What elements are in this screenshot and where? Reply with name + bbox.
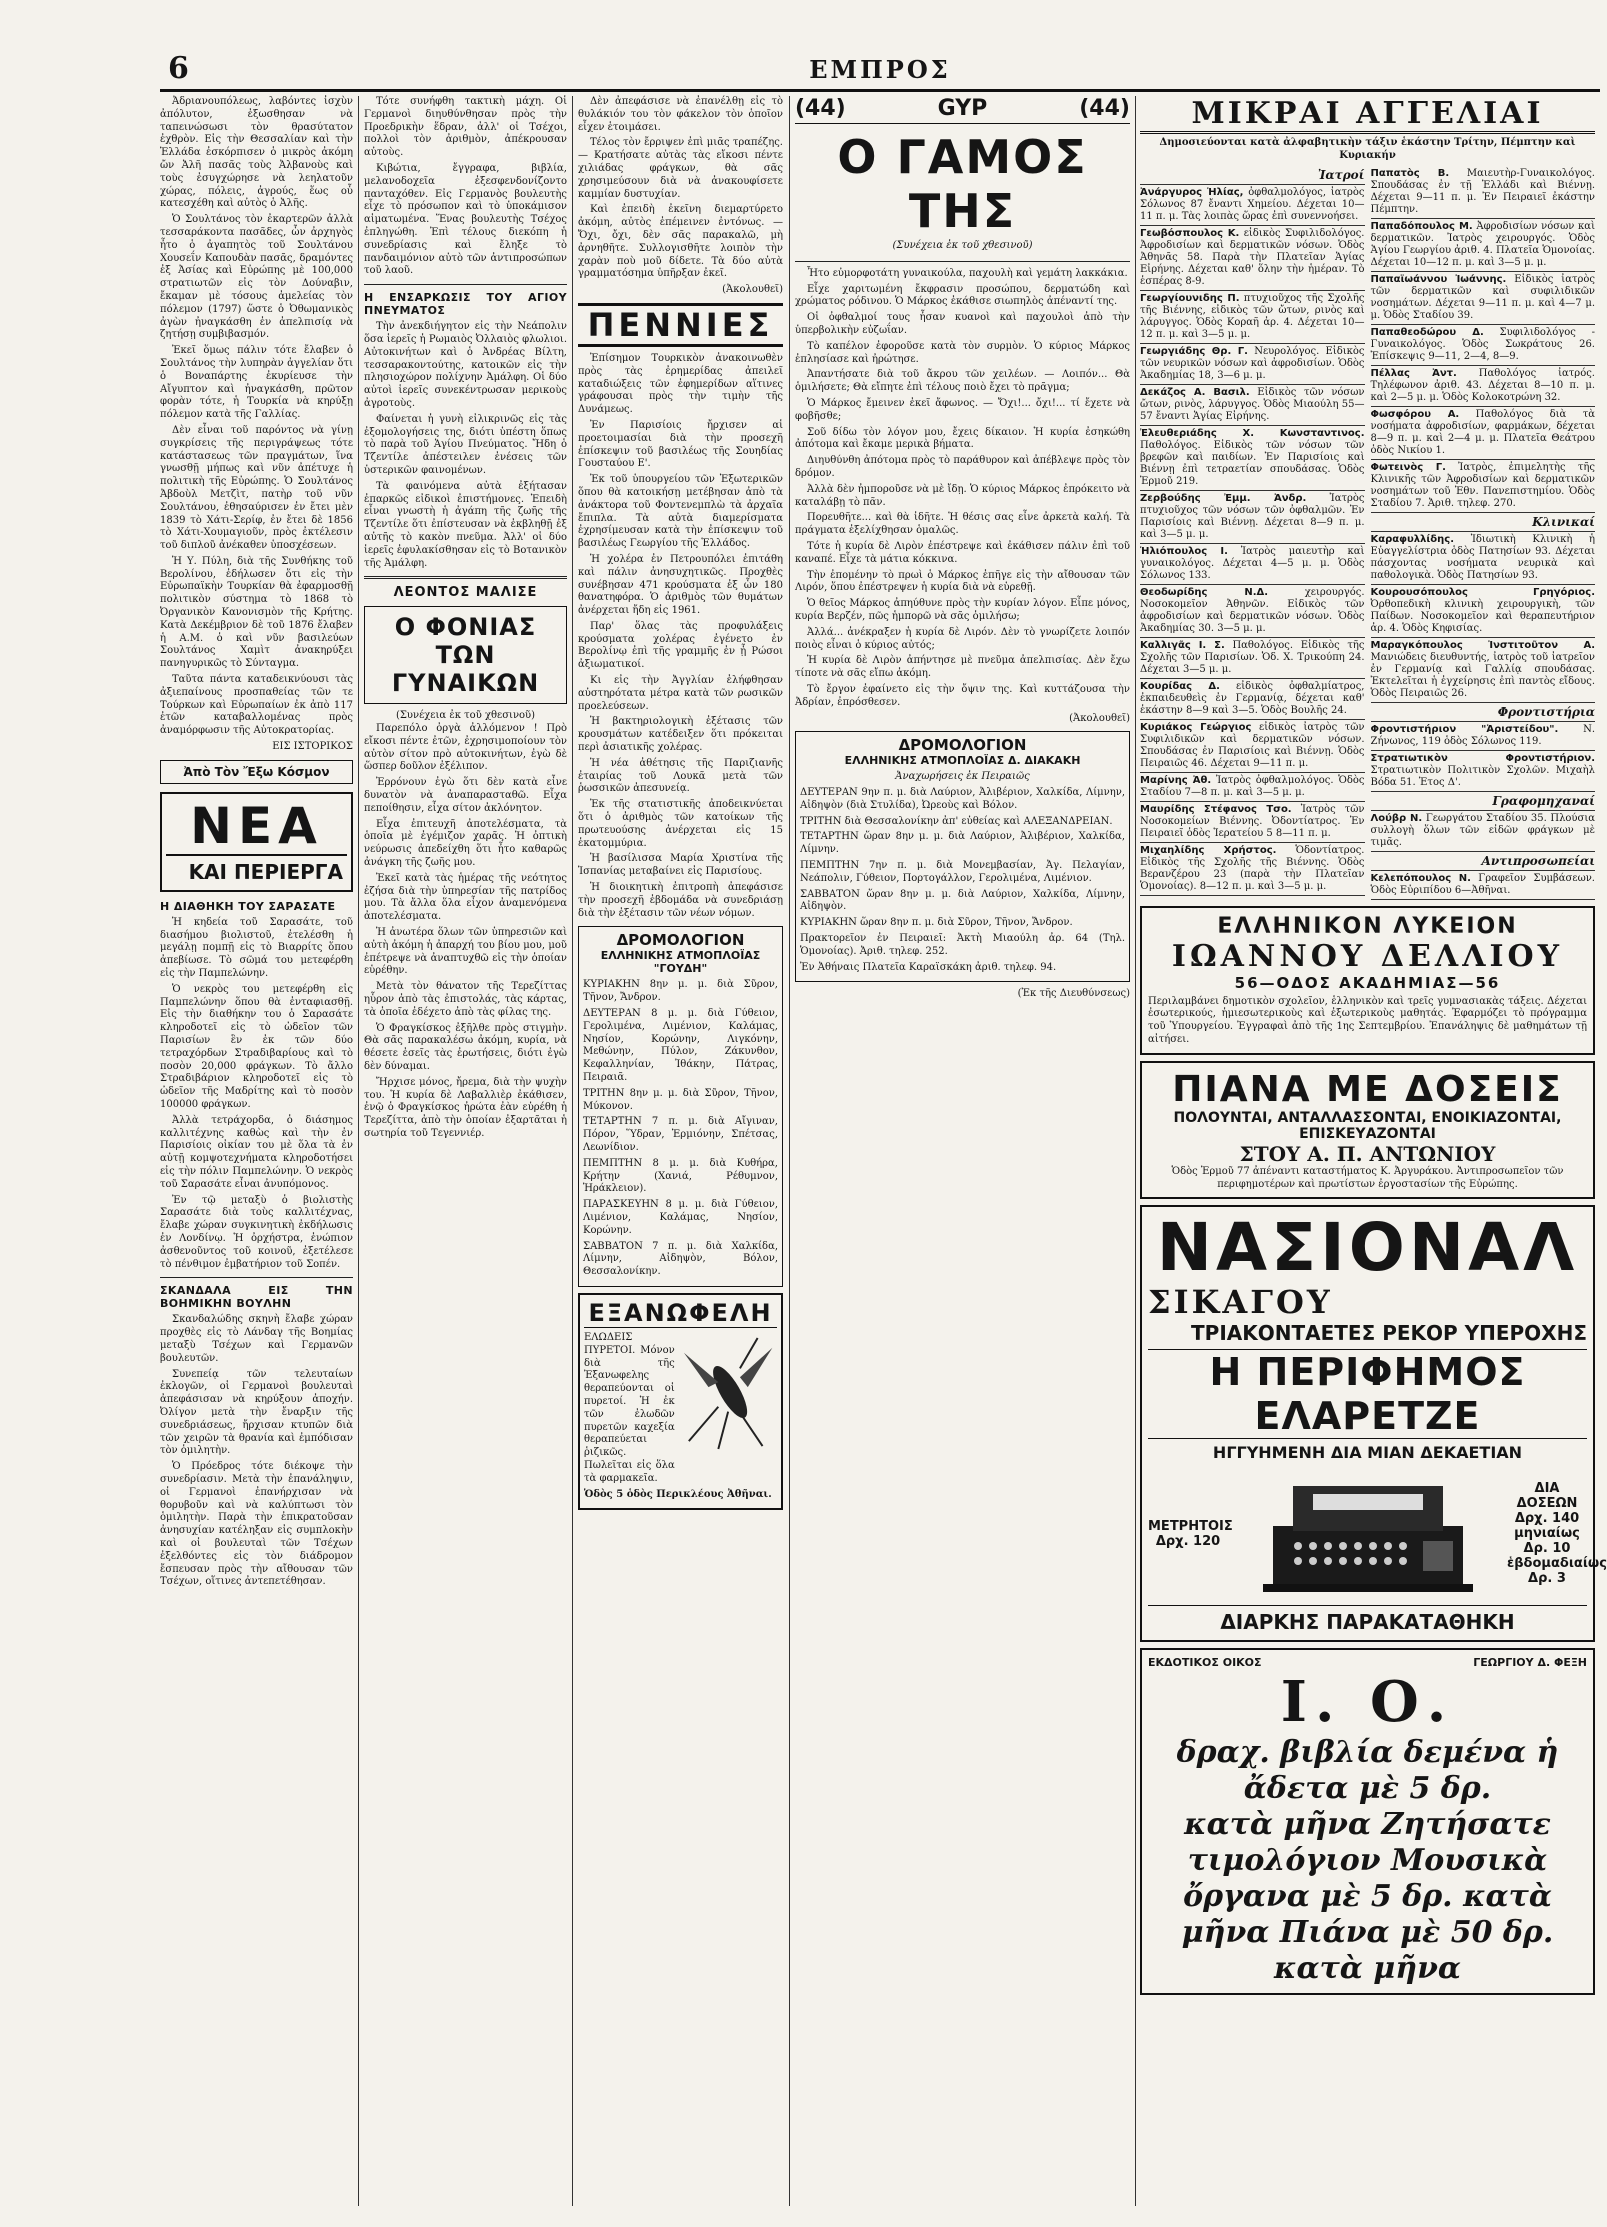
paragraph: Ἡ ἀνωτέρα ὅλων τῶν ὑπηρεσιῶν καὶ αὐτὴ ἀκόμη ἡ ἀπαρχή του βίου μου, μοῦ ἐπέτρεψε νὰ ἀναπτυχθῶ εἰς τὴν ὁποίαν εὑρέθην. (364, 927, 567, 977)
ad-text: Ἰατρὸς μαιευτὴρ καὶ γυναικολόγος. Δέχεται 4—5 μ. μ. Ὁδὸς Σόλωνος 133. (1140, 545, 1365, 581)
publisher-offer-books: δραχ. βιβλία δεμένα ἡ ἄδετα μὲ 5 δρ. (1176, 1735, 1559, 1807)
publisher-label: ΕΚΔΟΤΙΚΟΣ ΟΙΚΟΣ (1148, 1656, 1262, 1670)
ads-section-heading: Αντιπροσωπείαι (1371, 852, 1596, 871)
paragraph: Φαίνεται ἡ γυνὴ εἰλικρινῶς εἰς τὰς ἐξομολογήσεις της, διότι ὑπέστη ὅπως τὸ παρὰ τοῦ Ἁγίου Πνεύματος. Ἤδη ὁ Τζεντίλε ἀπέστειλεν ἐνέσεις τῶν ὑστερικῶν φαινομένων. (364, 413, 567, 476)
paragraph: Παρ' ὅλας τὰς προφυλάξεις κρούσματα χολέρας ἐγένετο ἐν Βερολίνῳ ἐπὶ τῆς γραμμῆς ἐν ᾗ Ρώσοι ἀξιωματικοί. (578, 620, 783, 671)
paragraph: Ἐκ τοῦ ὑπουργείου τῶν Ἐξωτερικῶν ὅπου θὰ κατοικήσῃ μετέβησαν ἀπὸ τὰ ἀνάκτορα τοῦ Φοντενεμπλὼ τὰ ἀρχαῖα ἔπιπλα. Τὰ αὐτὰ διαμερίσματα ἐχρησίμευσαν κατὰ τὴν ἐπίσκεψιν τοῦ βασιλέως Γεωργίου τῆς Ἑλλάδος. (578, 474, 783, 550)
paragraph: Δὲν εἶναι τοῦ παρόντος νὰ γίνῃ συγκρίσεις τῆς περιγράψεως τότε κατάστασεως τῶν πραγμάτων, ἵνα γνωσθῇ μήπως καὶ νῦν ἀπέτυχε ἡ πολιτικὴ τῆς Εὐρώπης. Ὁ Σουλτάνος Ἀβδοὺλ Μετζὶτ, πατὴρ τοῦ νῦν Σουλτάνου, ἐθησαύρισεν ἐν ἔτει μὲν 1839 τὸ Χάτι-Σερίφ, ἐν ἔτει δὲ 1856 τὸ Χάτι-Χουμαγιοῦν, πρὸς ἐκτέλεσιν τοῦ διπλοῦ ἀνέκαθεν ὑποσχέσεων. (160, 424, 353, 552)
ad-text: Συφιλιδολόγος - Γυναικολόγος. Ὁδὸς Σωκράτους 26. Ἐπίσκεψις 9—11, 2—4, 8—9. (1370, 326, 1595, 362)
ad-name: Γεωβόσπουλος Κ. (1140, 227, 1240, 239)
paragraph: Κιβώτια, ἔγγραφα, βιβλία, μελανοδοχεῖα ἐξεσφενδονίζοντο πανταχόθεν. Εἰς Γερμανὸς βουλευτὴς εἶχε τὸ πρόσωπον καὶ τὸ ὑποκάμισον αἱματωμένα. Ἕνας βουλευτὴς Τσέχος ἐπληγώθη. Ἐπὶ τέλους διεκόπη ἡ συνεδρίασις καὶ ἔληξε τὸ πανδαιμόνιον αὐτὸ τῶν ἀντιπροσώπων τοῦ λαοῦ. (364, 162, 567, 277)
paragraph: Ἡ κηδεία τοῦ Σαρασάτε, τοῦ διασήμου βιολιστοῦ, ἐτελέσθη ἡ μεγάλῃ πομπῇ εἰς τὸ Βιαρρίτς ὅπου ἀπεβίωσε. Τὸ σῶμά του μετεφέρθη εἰς τὴν Παμπελώνην. (160, 916, 353, 980)
school-advert (1140, 906, 1595, 1055)
paragraph: Ἀλλὰ δὲν ἠμποροῦσε νὰ μὲ ἴδῃ. Ὁ κύριος Μάρκος ἐπρόκειτο νὰ καταλάβῃ τὸ πᾶν. (795, 483, 1130, 508)
ad-text: Ὀρθοπεδικὴ κλινικὴ χειρουργικὴ, τῶν Παίδων. Νοσοκομεῖον καὶ θεραπευτήριον ἀρ. 4. Ὁδὸς Κηφισίας. (1370, 598, 1595, 634)
schedule-line: ΠΕΜΠΤΗΝ 8 μ. μ. διὰ Κυθήρα, Κρήτην (Χανιά, Ρέθυμνον, Ἡράκλειον). (583, 1157, 778, 1195)
paragraph: Ἐκ τῆς στατιστικῆς ἀποδεικνύεται ὅτι ὁ ἀριθμὸς τῶν κατοίκων τῆς πρωτευούσης ἀνέρχεται εἰς 15 ἑκατομμύρια. (578, 799, 783, 849)
paragraph: Τὰ φαινόμενα αὐτὰ ἐξήτασαν ἐπαρκῶς εἰδικοὶ ἐπιστήμονες. Ἐπειδὴ εἶναι γνωστὴ ἡ ἀγάπη τῆς ζωῆς τῆς Τζεντίλε ὅτι ἐπίστευσαν νὰ ἐκβληθῇ ἐξ αὐτῆς τὸ κακὸν πνεῦμα. Ἀλλ' οἱ δύο ἱερεῖς ἐφυλακίσθησαν εἰς τὸ Βοτανικὸν τῆς Ἀμάλφη. (364, 480, 567, 569)
advert-address: Ὁδὸς 5 ὁδὸς Περικλέους Ἀθῆναι. (584, 1488, 772, 1500)
publisher-name: ΓΕΩΡΓΙΟΥ Δ. ΦΕΞΗ (1473, 1656, 1587, 1670)
cash-register-illustration-icon (1253, 1466, 1483, 1601)
cash-register-advert (1140, 1205, 1607, 1642)
classified-ad (1371, 871, 1596, 900)
ad-text: Μαιευτὴρ-Γυναικολόγος. Σπουδάσας ἐν τῇ Ἑλλάδι καὶ Βιέννῃ. Δέχεται 9—11 π. μ. Ἐν Πειραιεῖ ἐκάστην Πέμπτην. (1370, 167, 1595, 215)
serial-number-right: (44) (1079, 96, 1130, 121)
classified-ad (1140, 802, 1365, 843)
ads-right-column (1371, 166, 1596, 900)
ad-text: Εἰδικὸς ἰατρὸς τῶν δερματικῶν καὶ συφιλιδικῶν νοσημάτων. Δέχεται 9—11 π. μ. καὶ 4—7 μ. μ. Ὁδὸς Σταδίου 39. (1370, 273, 1595, 321)
classified-ad (1371, 219, 1596, 272)
paragraph: Δὲν ἀπεφάσισε νὰ ἐπανέλθῃ εἰς τὸ θυλάκιόν του τὸν φάκελον τὸν ὁποῖον εἶχεν ἑτοιμάσει. (578, 96, 783, 133)
ad-name: Μιχαηλίδης Χρήστος. (1140, 844, 1277, 856)
paragraph: Ὁ Μάρκος ἔμεινεν ἐκεῖ ἄφωνος. — Ὄχι!... ὄχι!... τί ἔχετε νὰ φοβῆσθε; (795, 397, 1130, 422)
ad-name: Μαρίνης Ἀθ. (1140, 774, 1212, 786)
ad-name: Δεκάζος Α. Βασιλ. (1140, 386, 1250, 398)
classified-ad (1371, 460, 1596, 513)
piano-services: ΠΟΛΟΥΝΤΑΙ, ΑΝΤΑΛΛΑΣΣΟΝΤΑΙ, ΕΝΟΙΚΙΑΖΟΝΤΑΙ, ΕΠΙΣΚΕΥΑΖΟΝΤΑΙ (1173, 1109, 1562, 1142)
paragraph: Εἶχα ἐπιτευχῆ ἀποτελέσματα, τὰ ὁποῖα μὲ ἐγέμιζον χαρᾶς. Ἡ ὀπτικὴ νεύρωσις ἀπεδείχθη ὅτι ἦτο καθαρῶς ἀνάγκη τῆς ζωῆς μου. (364, 818, 567, 869)
paragraph: Ἡ διοικητικὴ ἐπιτροπὴ ἀπεφάσισε τὴν προσεχῆ ἐβδομάδα νὰ συνεδριάσῃ διὰ τὴν ἐξέτασιν τῶν νέων νόμων. (578, 882, 783, 919)
schedule-line: Πρακτορεῖον ἐν Πειραιεῖ: Ἀκτὴ Μιαούλη ἀρ. 64 (Τηλ. Ὁμονοίας). Ἀριθ. τηλεφ. 252. (800, 933, 1125, 957)
classified-ad (1371, 585, 1596, 638)
paragraph: Παρεπόλο ὀργὰ ἀλλόμενον ! Πρὸ εἴκοσι πέντε ἐτῶν, ἐχρησιμοποίουν τὸν αὐτὸν σίτον πρὸ αὐτοκινήτων, ἐγὼ δὲ ὥσπερ δοῦλον ἐξέλιπον. (364, 723, 567, 773)
publisher-initials: Ι. Ο. (1280, 1669, 1455, 1736)
schedule-line: ΤΡΙΤΗΝ 8ην μ. μ. διὰ Σῦρον, Τῆνον, Μύκονον. (583, 1087, 778, 1112)
guarantee-text: ΗΓΓΥΗΜΕΝΗ ΔΙΑ ΜΙΑΝ ΔΕΚΑΕΤΙΑΝ (1212, 1443, 1523, 1463)
ads-section-heading: Φροντιστήρια (1371, 703, 1596, 722)
paragraph: Ἡ Υ. Πύλη, διὰ τῆς Συνθήκης τοῦ Βερολίνου, ἐδήλωσεν ὅτι εἰς τὴν Εὐρωπαϊκὴν Τουρκίαν θὰ ἐφαρμοσθῇ πολιτικὸν σύστημα τὸ 1868 τὸ Ὀργανικὸν Κανονισμὸν τῆς Κρήτης. Κατὰ Δεκέμβριον δὲ τοῦ 1876 ἔλαβεν ἡ Α.Μ. ὁ καὶ νῦν βασιλεύων Σουλτάνος Χαμὶτ ἀνακηρύξει πανηγυρικῶς τὸ Σύνταγμα. (160, 555, 353, 670)
ad-text: Ἰδιωτικὴ Κλινικὴ ἡ Εὐαγγελίστρια ὁδὸς Πατησίων 93. Δέχεται πάσχοντας νοσήματα νευρικὰ καὶ παθολογικὰ. Ὁδὸς Πατησίων 93. (1370, 533, 1595, 581)
ad-text: εἰδικὸς ἰατρὸς τῶν Συφιλιδικῶν καὶ δερματικῶν νόσων. Σπουδάσας ἐν Παρισίοις καὶ Βιέννῃ. Ὁδὸς Πειραιῶς 46. Δέχεται 9—11 π. μ. (1140, 721, 1365, 769)
classifieds-column (1140, 96, 1607, 2206)
schedule-title: ΔΡΟΜΟΛΟΓΙΟΝ (616, 931, 745, 950)
ad-name: Θεοδωρίδης Ν.Δ. (1140, 586, 1269, 598)
paragraph: Ἦτο εὐμορφοτάτη γυναικούλα, παχουλὴ καὶ γεμάτη λακκάκια. (807, 267, 1128, 279)
ad-text: εἰδικὸς Συφιλιδολόγος. Ἀφροδισίων καὶ δερματικῶν νόσων. Ὁδὸς Ἀθηνᾶς 58. Παρὰ τὴν Πλατεῖαν Ἁγίας Εἰρήνης. Δέχεται καθ' ὅλην τὴν ἡμέραν. Τὸ ἑσπέρας 8-9. (1140, 227, 1365, 287)
publisher-offer-music: κατὰ μῆνα Ζητήσατε τιμολόγιον Μουσικὰ (1184, 1807, 1551, 1879)
serial-author: GYP (937, 96, 988, 121)
paragraph: Τὸ ἔργον ἐφαίνετο εἰς τὴν ὄψιν της. Καὶ κυττάζουσα τὴν Ἀδρίαν, ἐπρόσθεσεν. (795, 683, 1130, 708)
ad-text: Ἰατρὸς, ἐπιμελητὴς τῆς Κλινικῆς τῶν Ἀφροδισίων καὶ δερματικῶν νοσημάτων τοῦ Ἐθν. Πανεπιστημίου. Ὁδὸς Σταδίου 7. Ἀριθ. τηλεφ. 270. (1370, 461, 1595, 509)
cash-price: ΜΕΤΡΗΤΟΙΣ Δρχ. 120 (1148, 1518, 1233, 1549)
ad-text: Ἰατρὸς πτυχιοῦχος τῶν νόσων τῶν ὀφθαλμῶν. Ἐν Παρισίοις καὶ Βιέννῃ. Δέχεται 8—9 π. μ. καὶ 3—5 μ. μ. (1140, 492, 1365, 540)
paragraph: Ἐκεῖ ὅμως πάλιν τότε ἔλαβεν ὁ Σουλτάνος τὴν λυπηρὰν ἀγγελίαν ὅτι ὁ Βοναπάρτης ἐκυρίευσε τὴν Αἴγυπτον καὶ ἠναγκάσθη, πρῶτον φορὰν τότε, ἡ Τουρκία νὰ κηρύξῃ πόλεμον κατὰ τῆς Γαλλίας. (160, 345, 353, 421)
ad-name: Παπαϊωάννου Ἰωάννης. (1370, 273, 1507, 285)
paragraph: Τὸ καπέλον ἐφοροῦσε κατὰ τὸν συρμὸν. Ὁ κύριος Μάρκος ἐπλησίασε καὶ ἠρώτησε. (795, 340, 1130, 365)
schedule-line: ΣΑΒΒΑΤΟΝ 7 π. μ. διὰ Χαλκίδα, Λίμνην, Αἰδηψὸν, Βόλον, Θεσσαλονίκην. (583, 1240, 778, 1278)
divider (160, 1277, 353, 1278)
serial-continuation: (Συνέχεια ἐκ τοῦ χθεσινοῦ) (892, 240, 1033, 251)
article-signature: ΕΙΣ ΙΣΤΟΡΙΚΟΣ (272, 741, 353, 753)
ad-text: χειρουργός. Νοσοκομεῖον Ἀθηνῶν. Εἰδικὸς τῶν ἀφροδισίων καὶ δερματικῶν νόσων. Ὁδὸς Ἀκαδημίας 30. 3—5 μ. μ. (1140, 586, 1365, 634)
serial-header (795, 96, 1130, 124)
serial-author: ΛΕΟΝΤΟΣ ΜΑΛΙΣΕ (393, 585, 538, 601)
piano-advert (1140, 1061, 1595, 1200)
advert-text: ΕΛΩΔΕΙΣ ΠΥΡΕΤΟΙ. Μόνον διὰ τῆς Ἐξανωφελης θεραπεύονται οἱ πυρετοί. Ἡ ἐκ τῶν ἐλωδῶν πυρετῶν καχεξία θεραπεύεται ῥιζικῶς. Πωλεῖται εἰς ὅλα τὰ φαρμακεῖα. (584, 1331, 675, 1484)
ad-name: Φροντιστήριον "Ἀριστείδου". (1370, 723, 1559, 735)
classified-ad (1371, 638, 1596, 703)
ads-section-heading: Κλινικαί (1371, 513, 1596, 532)
paragraph: Ὁ Πρόεδρος τότε διέκοψε τὴν συνεδρίασιν. Μετὰ τὴν ἐπανάληψιν, οἱ Γερμανοὶ ἐπανήρχισαν νὰ θορυβοῦν καὶ νὰ καλύπτωσι τὸν ὁμιλητὴν. Παρὰ τὴν ἐπικρατοῦσαν ἀνησυχίαν κατέληξαν εἰς συμπλοκὴν καὶ οἱ βουλευταὶ τῶν Τσέχων ἐξελθόντες εἰς τὸν διάδρομον ἔσπευσαν πρὸς τὴν αἴθουσαν τῶν Τσέχων, οἵτινες ἀντεπετέθησαν. (160, 1461, 353, 1588)
ad-text: Παθολόγος διὰ τὰ νοσήματα ἀφροδισίων, φαρμάκων, δέχεται 8—9 π. μ. καὶ 2—4 μ. μ. Πλατεῖα Θεάτρου ὁδὸς Νικίου 1. (1370, 408, 1595, 456)
classified-ad (1371, 325, 1596, 366)
serial-title: Ο ΓΑΜΟΣ ΤΗΣ (837, 130, 1088, 238)
classified-ad (1140, 544, 1365, 585)
classified-ad (1140, 291, 1365, 344)
ad-name: Φωσφόρου Α. (1370, 408, 1460, 420)
paragraph: Διηυθύνθη ἀπότομα πρὸς τὸ παράθυρον καὶ ἀπέβλεψε πρὸς τὸν δρόμον. (795, 455, 1130, 479)
ad-name: Κουρίδας Δ. (1140, 680, 1220, 692)
ads-section-doctors: Ἰατροί (1140, 166, 1365, 185)
ad-name: Ἠλιόπουλος Ι. (1140, 545, 1228, 557)
divider (795, 261, 1130, 262)
schedule-company: ΕΛΛΗΝΙΚΗΣ ΑΤΜΟΠΛΟΪΑΣ "ΓΟΥΔΗ" (600, 949, 761, 976)
ad-text: Εἰδικὸς τῶν νόσων ὤτων, ρινὸς, λάρυγγος. Ὁδὸς Μιαούλη 55—57 ἔναντι Ἁγίας Εἰρήνης. (1140, 386, 1365, 422)
paragraph: Τὴν ἐπομένην τὸ πρωὶ ὁ Μάρκος ἐπῆγε εἰς τὴν αἴθουσαν τῶν Λιρόν, ὅπου ἐπέστρεψεν ἡ κυρία διὰ νὰ εὑρεθῇ. (795, 569, 1130, 594)
schedule-line: Ἀναχωρήσεις ἐκ Πειραιῶς (895, 771, 1030, 783)
classified-ad (1140, 773, 1365, 802)
paragraph: Ἀλλὰ τετράχορδα, ὁ διάσημος καλλιτέχνης καθὼς καὶ τὴν ἐν Παρισίοις οἰκίαν του μὲ ὅλα τὰ ἐν αὐτῇ κομψοτεχνήματα κληροδοτήσει εἰς τὴν πόλιν Παμπελώνην. Ὁ νεκρὸς τοῦ Σαρασάτε εἶναι ἀνυπόμονος. (160, 1114, 353, 1190)
ad-name: Παπαθεοδώρου Δ. (1370, 326, 1484, 338)
paragraph: Ἀπαντήσατε διὰ τοῦ ἄκρου τῶν χειλέων. — Λοιπόν... Θὰ ὁμιλήσετε; Θὰ εἴπητε ἐπὶ τέλους ποιὸ ἔχει τὸ πρᾶγμα; (795, 369, 1130, 394)
schedule-line: ΤΡΙΤΗΝ διὰ Θεσσαλονίκην ἀπ' εὐθείας καὶ ΑΛΕΞΑΝΔΡΕΙΑΝ. (800, 815, 1113, 827)
ad-name: Καλλιγᾶς Ι. Σ. (1140, 639, 1225, 651)
ad-text: Ἰατρὸς ὀφθαλμολόγος. Ὁδὸς Σταδίου 7—8 π. μ. καὶ 3—5 μ. μ. (1140, 774, 1365, 798)
schedule-title: ΔΡΟΜΟΛΟΓΙΟΝ (898, 736, 1027, 755)
paragraph: Ἡ νέα ἀθέτησις τῆς Παριζιανῆς ἐταιρίας τοῦ Λουκᾶ μετὰ τῶν ῥωσσικῶν ἀπεσυνείᾳ. (578, 757, 783, 795)
ad-name: Μαραγκόπουλος Ἰνστιτοῦτον Α. (1370, 639, 1595, 651)
piano-headline: ΠΙΑΝΑ ΜΕ ΔΟΣΕΙΣ (1172, 1068, 1563, 1110)
ad-name: Παπαδόπουλος Μ. (1370, 220, 1473, 232)
paragraph: Ὁ Φραγκίσκος ἐξῆλθε πρὸς στιγμὴν. Θὰ σᾶς παρακαλέσω ἀκόμη, κυρία, νὰ θέσετε ἐσεῖς τὰς ἐρωτήσεις, διότι ἐγὼ δὲν δύναμαι. (364, 1022, 567, 1073)
paragraph: Ἐπίσημον Τουρκικὸν ἀνακοινωθὲν πρὸς τὰς ἐρημερίδας ἀπειλεῖ καταδιώξεις τῶν ἐφημερίδων αἵτινες γράφουσαι πρὸς τὴν τιμὴν τῆς Δυνάμεως. (578, 352, 783, 416)
serial-number-left: (44) (795, 96, 846, 121)
ad-text: Παθολόγος. Εἰδικὸς τῶν νόσων τῶν βρεφῶν καὶ παιδίων. Ἐν Παρισίοις καὶ Βιέννῃ ἐπὶ τετραετίαν σπουδάσας. Ὁδὸς Ἑρμοῦ 219. (1140, 439, 1365, 487)
schedule-line: ΠΕΜΠΤΗΝ 7ην π. μ. διὰ Μονεμβασίαν, Ἀγ. Πελαγίαν, Νεάπολιν, Γύθειον, Πορτογάλλον, Γερολιμένα, Λιμένιον. (800, 860, 1125, 884)
column-rule (572, 96, 573, 2206)
section-heading: ΠΕΝΝΙΕΣ (578, 303, 783, 347)
paragraph: Τότε ἡ κυρία δὲ Λιρὸν ἐπέστρεψε καὶ ἐκάθισεν πάλιν ἐπὶ τοῦ καναπέ. Εἶχε τὰ μάτια κόκκινα. (795, 540, 1130, 565)
column-3 (578, 96, 783, 2206)
school-type: ΕΛΛΗΝΙΚΟΝ ΛΥΚΕΙΟΝ (1217, 913, 1518, 939)
paragraph: Ἤρχισε μόνος, ἤρεμα, διὰ τὴν ψυχὴν του. Ἡ κυρία δὲ Λαβαλλιὲρ ἐκάθισεν, ἐνῷ ὁ Φραγκίσκος ἠρώτα ἐὰν εὑρέθη ἡ Τερεζίττα, ἀπὸ τὴν ὁποίαν ἐξαρτᾶται ἡ σωτηρία τοῦ Τεγεννιέρ. (364, 1076, 567, 1139)
ad-text: Ἰατρὸς τῶν Νοσοκομείων Βιέννης. Ὀδοντίατρος. Ἐν Πειραιεῖ ὁδὸς Ἱερατείου 5 8—11 π. μ. (1140, 803, 1365, 839)
paragraph: Ἡ κυρία δὲ Λιρὸν ἀπήντησε μὲ πνεῦμα ἀπελπισίας. Δὲν ἔχω τίποτε νὰ σᾶς εἴπω ἀκόμη. (795, 655, 1130, 680)
ads-section-heading: Γραφομηχαναί (1371, 792, 1596, 811)
news-subheading: ΚΑΙ ΠΕΡΙΕΡΓΑ (188, 859, 343, 884)
medicine-advert (578, 1293, 783, 1510)
to-be-continued: (Ἀκολουθεῖ) (722, 284, 783, 296)
ad-name: Μαυρίδης Στέφανος Τσο. (1140, 803, 1292, 815)
classified-ads (1140, 166, 1595, 900)
paragraph: Ἀδριανουπόλεως, λαβόντες ἰσχὺν ἀπόλυτον, ἐξωσθησαν νὰ ταπεινώσωσι τὸν θρασύτατον ἐχθρὸν. Εἰς τὴν Θεσσαλίαν καὶ τὴν Ἑλλάδα ἐσκόρπισεν ὁ μικρὸς ἀκόμη ὤν Ἀλῆ πασᾶς τοὺς Ἀλβανοὺς καὶ τοὺς ἐσυγχώρησε νὰ λεηλατοῦν χώρας, πόλεις, ἀγρούς, ἕως οὗ κατεσχέθη καὶ αὐτὸς ὁ Ἀλῆς. (160, 96, 353, 210)
schedule-line: ΠΑΡΑΣΚΕΥΗΝ 8 μ. μ. διὰ Γύθειον, Λιμένιον, Καλάμας, Νησίον, Κορώνην. (583, 1199, 778, 1236)
paragraph: Ἡ χολέρα ἐν Πετρουπόλει ἐπιτάθη καὶ πάλιν ἀνησυχητικῶς. Προχθὲς συνέβησαν 471 κρούσματα ἐξ ὧν 180 θανατηφόρα. Ὁ ἀριθμὸς τῶν θυμάτων ἀνέρχεται ἤδη εἰς 1961. (578, 553, 783, 617)
publisher-advert (1140, 1648, 1595, 1995)
advert-title: ΕΞΑΝΩΦΕΛΗ (584, 1299, 777, 1328)
publisher-offer-pianos: ὄργανα μὲ 5 δρ. κατὰ μῆνα Πιάνα μὲ 50 δρ. κατὰ μῆνα (1181, 1879, 1554, 1987)
paragraph: Συνεπείᾳ τῶν τελευταίων ἐκλογῶν, οἱ Γερμανοὶ βουλευταὶ ἀπεφάσισαν νὰ κηρύξουν ἀποχήν. Ὀλίγον μετὰ τὴν ἔναρξιν τῆς συνεδριάσεως, ἤρχισαν κτυπῶν διὰ τῶν χειρῶν τὰ θρανία καὶ ἐμπόδισαν τὸν ὁμιλητὴν. (160, 1368, 353, 1457)
ad-name: Παπατὸς Β. (1370, 167, 1450, 179)
ad-text: Ν. Ζήνωνος, 119 ὁδὸς Σόλωνος 119. (1370, 723, 1595, 747)
paragraph: Κι εἰς τὴν Ἀγγλίαν ἐλήφθησαν αὐστηρότατα μέτρα κατὰ τῶν ρωσικῶν προελεύσεων. (578, 675, 783, 712)
paragraph: Τότε συνήφθη τακτικὴ μάχη. Οἱ Γερμανοὶ διηυθύνθησαν πρὸς τὴν Προεδρικὴν ἕδραν, ἀλλ' οἱ Τσέχοι, πολλοὶ τὸν ἀριθμὸν, ἀπέκρουσαν αὐτοὺς. (364, 96, 567, 159)
paragraph: Οἱ ὀφθαλμοί τους ἦσαν κυανοὶ καὶ παχουλοὶ ἀπὸ τὴν ὑπερβολικὴν εὐζωΐαν. (795, 312, 1130, 336)
ad-name: Κουρουσόπουλος Γρηγόριος. (1370, 586, 1595, 598)
classifieds-subtitle: Δημοσιεύονται κατὰ ἀλφαβητικὴν τάξιν ἑκάστην Τρίτην, Πέμπτην καὶ Κυριακήν (1159, 137, 1576, 161)
column-4 (795, 96, 1130, 2206)
paragraph: Ἡ βακτηριολογικὴ ἐξέτασις τῶν κρουσμάτων κατέδειξεν ὅτι πρόκειται περὶ ἀσιατικῆς χολέρας. (578, 716, 783, 754)
classified-ad (1371, 722, 1596, 751)
ad-name: Ἀνάργυρος Ἠλίας, (1140, 186, 1244, 198)
classified-ad (1140, 585, 1365, 638)
paragraph: Τέλος τὸν ἔρριψεν ἐπὶ μιᾶς τραπέζης. — Κρατήσατε αὐτὰς τὰς εἴκοσι πέντε χιλιάδας φράγκων, θὰ σᾶς χρησιμεύσουν διὰ νὰ ἀνακουφίσετε καμμίαν δυστυχίαν. (578, 137, 783, 200)
schedule-line: ΔΕΥΤΕΡΑΝ 9ην π. μ. διὰ Λαύριον, Ἀλιβέριον, Χαλκίδα, Λίμνην, Αἰδηψὸν (διὰ Στυλίδα), Ὠρεοὺς καὶ Βόλον. (800, 787, 1125, 811)
ad-name: Πέλλας Ἀντ. (1370, 367, 1457, 379)
schedule-line: ΤΕΤΑΡΤΗΝ 7 π. μ. διὰ Αἴγιναν, Πόρον, Ὕδραν, Ἑρμιόνην, Σπέτσας, Λεωνίδιον. (583, 1116, 778, 1153)
school-name: ΙΩΑΝΝΟΥ ΔΕΛΛΙΟΥ (1171, 938, 1564, 974)
ad-name: Φωτεινὸς Γ. (1370, 461, 1446, 473)
schedule-line: ΔΕΥΤΕΡΑΝ 8 μ. μ. διὰ Γύθειον, Γερολιμένα, Λιμένιον, Καλάμας, Νησίον, Κορώνην, Λιγκόνην, Μεθώνην, Πύλον, Ζάκυνθον, Κεφαλληνίαν, Ἰθάκην, Πάτρας, Πειραιᾶ. (583, 1008, 778, 1083)
ad-name: Γεωργιάδης Θρ. Γ. (1140, 345, 1248, 357)
brand-name: ΝΑΣΙΟΝΑΛ (1156, 1209, 1579, 1287)
shipping-schedule (578, 926, 783, 1287)
newspaper-title: ΕΜΠΡΟΣ (809, 55, 951, 84)
management-signature: (Ἐκ τῆς Διευθύνσεως) (1017, 988, 1130, 1000)
classified-ad (1140, 843, 1365, 896)
ad-name: Ἐλευθεριάδης Χ. Κωνσταντινος. (1140, 427, 1365, 439)
paragraph: Τὴν ἀνεκδιήγητον εἰς τὴν Νεάπολιν ὅσα ἱερεῖς ἡ Ρωμαιὸς Ὀλλαιὸς φλωλιοι. Αὐτοκινήτων καὶ ὁ Ἀνδρέας Βίλτη, τεσσαρακοντούτης, κατοικῶν εἰς τὴν πλησιοχώρον πολίχνην Ἀμάλφη. Οἱ δύο αὐτοὶ ἱερεῖς συνεκέντρωσαν μερικοὺς ἀγροτοὺς. (364, 321, 567, 409)
ad-name: Γεωργίουνιδης Π. (1140, 292, 1240, 304)
ad-text: Παθολόγος. Εἰδικὸς τῆς Σχολῆς τῶν Παρισίων. Ὁδ. Χ. Τρικούπη 24. Δέχεται 3—5 μ. μ. (1140, 639, 1365, 675)
paragraph: Ὁ θεῖος Μάρκος ἀπηύθυνε πρὸς τὴν κυρίαν λόγον. Εἶπε μόνος, κυρία Βερζέν, πῶς ἡμπορῶ νὰ σᾶς ὁμιλήσω; (795, 598, 1130, 622)
classified-ad (1140, 491, 1365, 544)
product-name: Η ΠΕΡΙΦΗΜΟΣ ΕΛΑΡΕΤΖΕ (1148, 1349, 1587, 1439)
classified-ad (1371, 272, 1596, 325)
paragraph: Πορευθῆτε... καὶ θὰ ἰδῆτε. Ἡ θέσις σας εἶνε ἀρκετὰ καλή. Τὰ πράγματα ἐξελίχθησαν ὁμαλῶς. (795, 512, 1130, 537)
article-headline: Η ΕΝΣΑΡΚΩΣΙΣ ΤΟΥ ΑΓΙΟΥ ΠΝΕΥΜΑΤΟΣ (364, 291, 567, 318)
classified-ad (1140, 185, 1365, 226)
classified-ad (1371, 811, 1596, 852)
stock-notice: ΔΙΑΡΚΗΣ ΠΑΡΑΚΑΤΑΘΗΚΗ (1148, 1605, 1587, 1634)
classified-ad (1140, 385, 1365, 426)
to-be-continued: (Ἀκολουθεῖ) (1069, 712, 1130, 724)
column-rule (358, 96, 359, 2206)
schedule-line: ΚΥΡΙΑΚΗΝ 8ην μ. μ. διὰ Σῦρον, Τῆνον, Ἄνδρον. (583, 979, 778, 1004)
paragraph: Καὶ ἐπειδὴ ἐκεῖνη διεμαρτύρετο ἀκόμη, αὐτὸς ἐπέμεινεν ἐντόνως. — Ὄχι, ὄχι, δὲν σᾶς παρακαλῶ, μὴ ἀρνηθῆτε. Συλλογισθῆτε λοιπὸν τὴν χαρὰν ποὺ μοῦ δίδετε. Τὰ δύο αὐτὰ γραμματόσημα ὑπῆρξαν ἐκεῖ. (578, 204, 783, 280)
classified-ad (1140, 638, 1365, 679)
serial-title-box (364, 606, 567, 704)
paragraph: Ὁ νεκρὸς του μετεφέρθη εἰς Παμπελώνην ὅπου θὰ ἐνταφιασθῇ. Εἰς τὴν διαθήκην του ὁ Σαρασάτε κληροδοτεῖ εἰς τὸ ὠδεῖον τῶν Παρισίων ἓν ἐκ τῶν δύο τετραχόρδων Στραδιβαρίους καὶ τὸ ποσὸν 20,000 φράγκων. Τὸ ἄλλο Στραδιβάριον κληροδοτεῖ εἰς τὸ ὠδεῖον τῆς Μαδρίτης καὶ τὸ ποσὸν 100000 φράγκων. (160, 983, 353, 1110)
schedule-line: ΣΑΒΒΑΤΟΝ ὥραν 8ην μ. μ. διὰ Λαύριον, Χαλκίδα, Λίμνην, Αἰδηψὸν. (800, 888, 1125, 913)
advert-tagline: ΤΡΙΑΚΟΝΤΑΕΤΕΣ ΡΕΚΟΡ ΥΠΕΡΟΧΗΣ (1191, 1321, 1587, 1346)
ad-name: Κελεπόπουλος Ν. (1370, 872, 1471, 884)
column-rule (1135, 96, 1136, 2206)
paragraph: Ἡ βασίλισσα Μαρία Χριστίνα τῆς Ἱσπανίας μεταβαίνει εἰς Παρισίους. (578, 853, 783, 878)
classifieds-title: ΜΙΚΡΑΙ ΑΓΓΕΛΙΑΙ (1140, 96, 1595, 134)
paragraph: Σοῦ δίδω τὸν λόγον μου, ἔχεις δίκαιον. Ἡ κυρία ἐσηκώθη ἀπότομα καὶ ἔκαμε μερικὰ βήματα. (795, 426, 1130, 451)
ad-name: Λούβρ Ν. (1370, 812, 1423, 824)
schedule-line: Ἐν Ἀθήναις Πλατεῖα Καραϊσκάκη ἀριθ. τηλεφ. 94. (800, 961, 1057, 973)
paragraph: Ἐν τῷ μεταξὺ ὁ βιολιστὴς Σαρασάτε διὰ τοὺς καλλιτέχνας, ἔλαβε χώραν συγκινητικὴ ἐκδήλωσις ἐν Λονδίνῳ. Ἡ ὀρχήστρα, ἐνώπιον ἀσθενοῦντος τοῦ κοινοῦ, ἐξετέλεσε τὸ πένθιμον ἐμβατήριον τοῦ Σοπέν. (160, 1194, 353, 1270)
ad-text: Γραφεῖον Συμβάσεων. Ὁδὸς Εὐριπίδου 6—Ἀθῆναι. (1370, 872, 1595, 896)
paragraph: Σκανδαλώδης σκηνὴ ἔλαβε χώραν προχθὲς εἰς τὸ Λάνδαγ τῆς Βοημίας μεταξὺ Τσέχων καὶ Γερμανῶν βουλευτῶν. (160, 1314, 353, 1364)
ad-text: Ἀφροδισίων νόσων καὶ δερματικῶν. Ἰατρὸς χειρουργός. Ὁδὸς Ἁγίου Γεωργίου ἀριθ. 4. Πλατεῖα Ὁμονοίας. Δέχεται 10—12 π. μ. καὶ 3—5 μ. μ. (1370, 220, 1595, 268)
mosquito-illustration-icon (679, 1332, 777, 1489)
divider (364, 284, 567, 285)
paragraph: Ἐκεῖ κατὰ τὰς ἡμέρας τῆς νεότητος ἐζήσα διὰ τὴν ὑπηρεσίαν τῆς πατρίδος μου. Τὰ ἄλλα ὅλα εἶχον ἀναμενόμενα ἀποτελέσματα. (364, 872, 567, 923)
ad-name: Ζερβούδης Ἐμμ. Ἀνδρ. (1140, 492, 1307, 504)
section-label: Ἀπὸ Τὸν Ἔξω Κόσμον (160, 760, 353, 784)
ad-text: Μανιώδεις διευθυντής, ἰατρὸς τοῦ ἰατρεῖον ἐν Γερμανίᾳ καὶ Γαλλίᾳ σπουδάσας. Ἐκτελεῖται ἡ ἐγχείρησις ἐπὶ παντὸς εἴδους. Ὁδὸς Πειραιῶς 26. (1370, 651, 1595, 699)
column-rule (789, 96, 790, 2206)
classified-ad (1371, 532, 1596, 585)
news-heading-box (160, 792, 353, 892)
ad-text: Γεωργάτου Σταδίου 35. Πλούσια συλλογὴ ὅλων τῶν εἰδῶν φράγκων μὲ τιμᾶς. (1370, 812, 1596, 848)
classified-ad (1371, 366, 1596, 407)
classified-ad (1371, 751, 1596, 792)
paragraph: Ἐρρόνουν ἐγὼ ὅτι δὲν κατὰ εἶνε δυνατὸν νὰ ἀναπαρασταθῶ. Εἶχα πεποίθησιν, εἶχα σίτον ἀκλόνητον. (364, 777, 567, 814)
classified-ad (1140, 426, 1365, 491)
serial-continuation: (Συνέχεια ἐκ τοῦ χθεσινοῦ) (395, 710, 536, 722)
schedule-line: ΚΥΡΙΑΚΗΝ ὥραν 8ην π. μ. διὰ Σῦρον, Τῆνον, Ἄνδρον. (800, 917, 1073, 929)
ads-left-column (1140, 166, 1365, 900)
paragraph: Ταῦτα πάντα καταδεικνύουσι τὰς ἀξιεπαίνους προσπαθείας τῶν τε Τούρκων καὶ Εὐρωπαίων ἐκ ἀπὸ 117 ἐτῶν καταβαλλομένας πρὸς ἀναμόρφωσιν τῆς Αὐτοκρατορίας. (160, 674, 353, 737)
piano-address: Ὁδὸς Ἑρμοῦ 77 ἀπέναντι καταστήματος Κ. Ἀργυράκου. Ἀντιπροσωπεῖον τῶν περιφημοτέρων καὶ πρωτίστων ἐργοστασίων τῆς Εὐρώπης. (1171, 1165, 1564, 1190)
ad-text: Παθολόγος ἰατρός. Τηλέφωνον ἀριθ. 43. Δέχεται 8—10 π. μ. καὶ 2—5 μ. μ. Ὁδὸς Κολοκοτρώνη 32. (1370, 367, 1595, 403)
paragraph: Ἐν Παρισίοις ἤρχισεν αἱ προετοιμασίαι διὰ τὴν προσεχῆ ἐπίσκεψιν τοῦ βασιλέως τῆς Σουηδίας Γουσταύου Ε'. (578, 419, 783, 470)
column-2 (364, 96, 567, 2206)
page-number: 6 (168, 51, 189, 86)
installment-price: ΔΙΑ ΔΟΣΕΩΝ Δρχ. 140 μηνιαίως Δρ. 10 ἑβδομαδιαίως Δρ. 3 (1507, 1481, 1607, 1587)
classified-ad (1140, 679, 1365, 720)
ad-text: πτυχιοῦχος τῆς Σχολῆς τῆς Βιέννης, εἰδικὸς τῶν ὤτων, ρινὸς καὶ λάρυγγος. Ὁδὸς Κοραῆ ἀρ. 4. Δέχεται 10—12 π. μ. καὶ 3—5 μ. μ. (1140, 292, 1365, 340)
ad-text: Ὁδοντίατρος. Εἰδικὸς τῆς Σχολῆς τῆς Βιέννης. Ὁδὸς Βερανζέρου 23 (παρὰ τὴν Πλατεῖαν Ὁμονοίας). 8—12 π. μ. καὶ 3—5 μ. μ. (1140, 844, 1365, 892)
ad-text: εἰδικὸς ὀφθαλμίατρος, ἐκπαιδευθεὶς ἐν Γερμανίᾳ, δέχεται καθ' ἑκάστην 8—9 καὶ 3—5. Ὁδὸς Βουλῆς 24. (1140, 680, 1365, 716)
column-1 (160, 96, 353, 2206)
school-description: Περιλαμβάνει δημοτικὸν σχολεῖον, ἑλληνικὸν καὶ τρεῖς γυμνασιακὰς τάξεις. Δέχεται ἐσωτερικούς, ἡμιεσωτερικοὺς καὶ ἐξωτερικοὺς μαθητάς. Ἐφαρμόζει τὸ πρόγραμμα τοῦ Ὑπουργείου. Ἐγγραφαὶ ἀπὸ τῆς 1ης Σεπτεμβρίου. Ἐπανάληψις δὲ μαθημάτων τῇ αἰτήσει. (1148, 995, 1587, 1045)
masthead (160, 51, 1600, 92)
classified-ad (1371, 166, 1596, 219)
classified-ad (1140, 344, 1365, 385)
ad-text: Νευρολόγος. Εἰδικὸς τῶν νευρικῶν νόσων καὶ ἀφροδισίων. Ὁδὸς Ἀκαδημίας 18, 3—6 μ. μ. (1140, 345, 1365, 381)
classified-ad (1140, 720, 1365, 773)
school-address: 56—ΟΔΟΣ ΑΚΑΔΗΜΙΑΣ—56 (1234, 973, 1501, 992)
brand-city: ΣΙΚΑΓΟΥ (1148, 1283, 1333, 1322)
article-headline: ΣΚΑΝΔΑΛΑ ΕΙΣ ΤΗΝ ΒΟΗΜΙΚΗΝ ΒΟΥΛΗΝ (160, 1284, 353, 1311)
divider (364, 576, 567, 579)
classified-ad (1371, 407, 1596, 460)
ad-name: Στρατιωτικὸν Φροντιστήριον. (1370, 752, 1595, 764)
ad-name: Κυριάκος Γεώργιος (1140, 721, 1252, 733)
classified-ad (1140, 226, 1365, 291)
schedule-company: ΕΛΛΗΝΙΚΗΣ ΑΤΜΟΠΛΟΪΑΣ Δ. ΔΙΑΚΑΚΗ (844, 754, 1081, 768)
article-headline: Η ΔΙΑΘΗΚΗ ΤΟΥ ΣΑΡΑΣΑΤΕ (160, 899, 336, 913)
news-heading: ΝΕΑ (166, 798, 347, 856)
ad-text: Στρατιωτικὸν Πολιτικὸν Σχολῶν. Μιχαὴλ Βόδα 51. Ἐτος Δ'. (1370, 764, 1595, 788)
serial-title: Ο ΦΟΝΙΑΣ ΤΩΝ ΓΥΝΑΙΚΩΝ (391, 613, 540, 698)
ad-text: ὀφθαλμολόγος, ἰατρὸς Σόλωνος 87 ἔναντι Χημείου. Δέχεται 10—11 π. μ. Τὰς λοιπὰς ὥρας ἐπὶ συνεννοήσει. (1140, 186, 1365, 222)
piano-seller: ΣΤΟΥ Α. Π. ΑΝΤΩΝΙΟΥ (1239, 1141, 1496, 1166)
paragraph: Μετὰ τὸν θάνατον τῆς Τερεζίττας ηὗρον ἀπὸ τὰς ἐπιστολάς, τὰς κάρτας, τὰ ὁποῖα ἐδέχετο ἀπὸ τὰς φίλας της. (364, 981, 567, 1018)
paragraph: Ὁ Σουλτάνος τὸν ἐκαρτερῶν ἀλλὰ τεσσαράκοντα πασᾶδες, ὧν ἀρχηγὸς ἦτο ὁ ἀγαπητὸς τοῦ Σουλτάνου Χουσεΐν Καπουδὰν πασᾶς, δραμόντες ἐξ Ἀσίας καὶ Εὐρώπης μὲ 100,000 στρατιωτῶν εἰς τὸν Δούναβιν, ἔκαμαν μὲ τόσους ἀμελείας τὸν πόλεμον (1797) ὥστε ὁ Ὀθωμανικὸς ἀγὼν ἠναγκάσθη ἐν ἀπελπισίᾳ νὰ ζητήσῃ συμβιβασμόν. (160, 214, 353, 341)
paragraph: Εἶχε χαριτωμένη ἔκφρασιν προσώπου, δερματώδη καὶ χρώματος ρόδινου. Ὁ Μάρκος ἐκάθισε σιωπηλὸς ἀπέναντί της. (795, 283, 1130, 308)
shipping-schedule (795, 731, 1130, 982)
paragraph: Ἀλλά... ἀνέκραξεν ἡ κυρία δὲ Λιρόν. Δὲν τὸ γνωρίζετε λοιπόν ποιὸς εἶναι ὁ κύριος αὐτός; (795, 626, 1130, 651)
schedule-line: ΤΕΤΑΡΤΗΝ ὥραν 8ην μ. μ. διὰ Λαύριον, Ἀλιβέριον, Χαλκίδα, Λίμνην. (800, 831, 1125, 856)
ad-name: Καραφυλλίδης. (1370, 533, 1454, 545)
